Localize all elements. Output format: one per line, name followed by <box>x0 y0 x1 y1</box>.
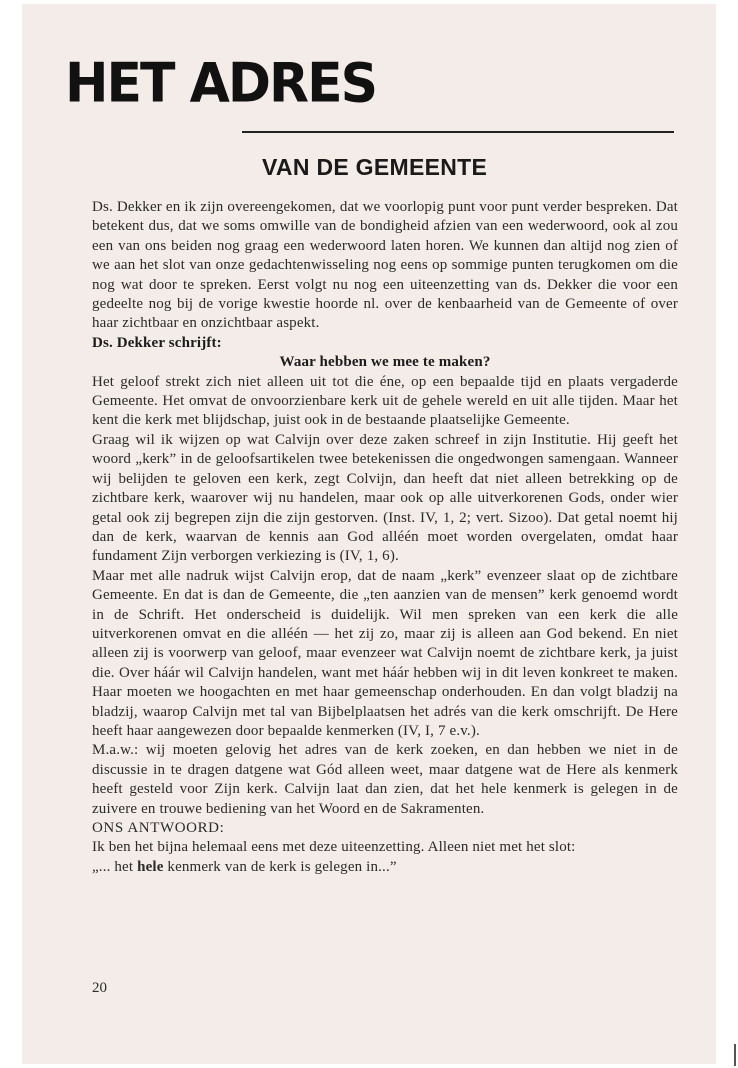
body-paragraph: Maar met alle nadruk wijst Calvijn erop, dat de naam „kerk” evenzeer slaat op de zichtbare Gemeente. En dat is dan de Gemeente, die „ten aanzien van de mensen” kerk genoemd wordt in de Schrift. Het onderscheid is duidelijk. Wil men spreken van een kerk die alle uitverkorenen omvat en die alléén — het zij zo, maar zij is alleen aan God bekend. En niet alleen zij is voorwerp van geloof, maar evenzeer wat Calvijn noemt de zichtbare kerk, ja juist die. Over háár wil Calvijn handelen, want met háár hebben wij in dit leven konkreet te maken. Haar moeten we hoogachten en met haar gemeenschap onderhouden. En dan volgt bladzij na bladzij, waarop Calvijn met tal van Bijbelplaatsen het adrés van die kerk omschrijft. De Here heeft haar aangewezen door bepaalde kenmerken (IV, I, 7 e.v.). <box>92 567 678 739</box>
article-title: HET ADRES <box>65 52 377 115</box>
quote-suffix: kenmerk van de kerk is gelegen in...” <box>163 858 397 875</box>
intro-paragraph: Ds. Dekker en ik zijn overeengekomen, dat we voorlopig punt voor punt verder bespreken. Dat betekent dus, dat we soms omwille van de bondigheid afzien van een wederwoord, ook al zou een van ons beiden nog graag een wederwoord laten horen. We kunnen dan altijd nog zien of we aan het slot van onze gedachtenwisseling nog eens op sommige punten terugkomen om die nog wat door te spreken. Eerst volgt nu nog een uiteenzetting van ds. Dekker die voor een gedeelte nog bij de vorige kwestie hoorde nl. over de kenbaarheid van de Gemeente of over haar zichtbaar en onzichtbaar aspekt. <box>92 199 678 332</box>
quoted-line <box>92 858 678 877</box>
page-edge-mark <box>734 1044 736 1066</box>
author-label: Ds. Dekker schrijft: <box>92 334 222 351</box>
article-body <box>92 198 678 877</box>
page-number: 20 <box>92 980 107 996</box>
body-paragraph: Graag wil ik wijzen op wat Calvijn over deze zaken schreef in zijn Institutie. Hij geeft het woord „kerk” in de geloofsartikelen twee betekenissen die ongedwongen samengaan. Wanneer wij belijden te geloven een kerk, zegt Colvijn, dan heeft dat niet alleen betrekking op de zichtbare kerk, waarover wij nu handelen, maar ook op alle uitverkorenen Gods, onder wier getal ook zij begrepen zijn die zijn gestorven. (Inst. IV, 1, 2; vert. Sizoo). Dat getal noemt hij dan de kerk, waarvan de kennis aan God alléén moet worden overgelaten, omdat haar fundament Zijn verborgen verkiezing is (IV, 1, 6). <box>92 431 678 565</box>
answer-label: ONS ANTWOORD: <box>92 820 225 836</box>
title-divider <box>242 131 674 133</box>
quote-prefix: „... het <box>92 858 138 875</box>
section-heading: Waar hebben we mee te maken? <box>279 354 491 371</box>
body-paragraph: Het geloof strekt zich niet alleen uit tot die éne, op een bepaalde tijd en plaats vergaderde Gemeente. Het omvat de onvoorzienbare kerk uit de gehele wereld en uit alle tijden. Maar het kent die kerk met blijdschap, juist ook in de bestaande plaatselijke Gemeente. <box>92 373 678 429</box>
answer-paragraph: Ik ben het bijna helemaal eens met deze uiteenzetting. Alleen niet met het slot: <box>92 839 576 856</box>
body-paragraph: M.a.w.: wij moeten gelovig het adres van de kerk zoeken, en dan hebben we niet in de discussie in te dragen datgene wat Gód alleen weet, maar datgene wat de Here als kenmerk heeft gesteld voor Zijn kerk. Calvijn laat dan zien, dat het hele kenmerk is gelegen in de zuivere en trouwe bediening van het Woord en de Sakramenten. <box>92 742 678 817</box>
quote-emphasis: hele <box>137 858 164 875</box>
article-subtitle: VAN DE GEMEENTE <box>262 154 488 180</box>
